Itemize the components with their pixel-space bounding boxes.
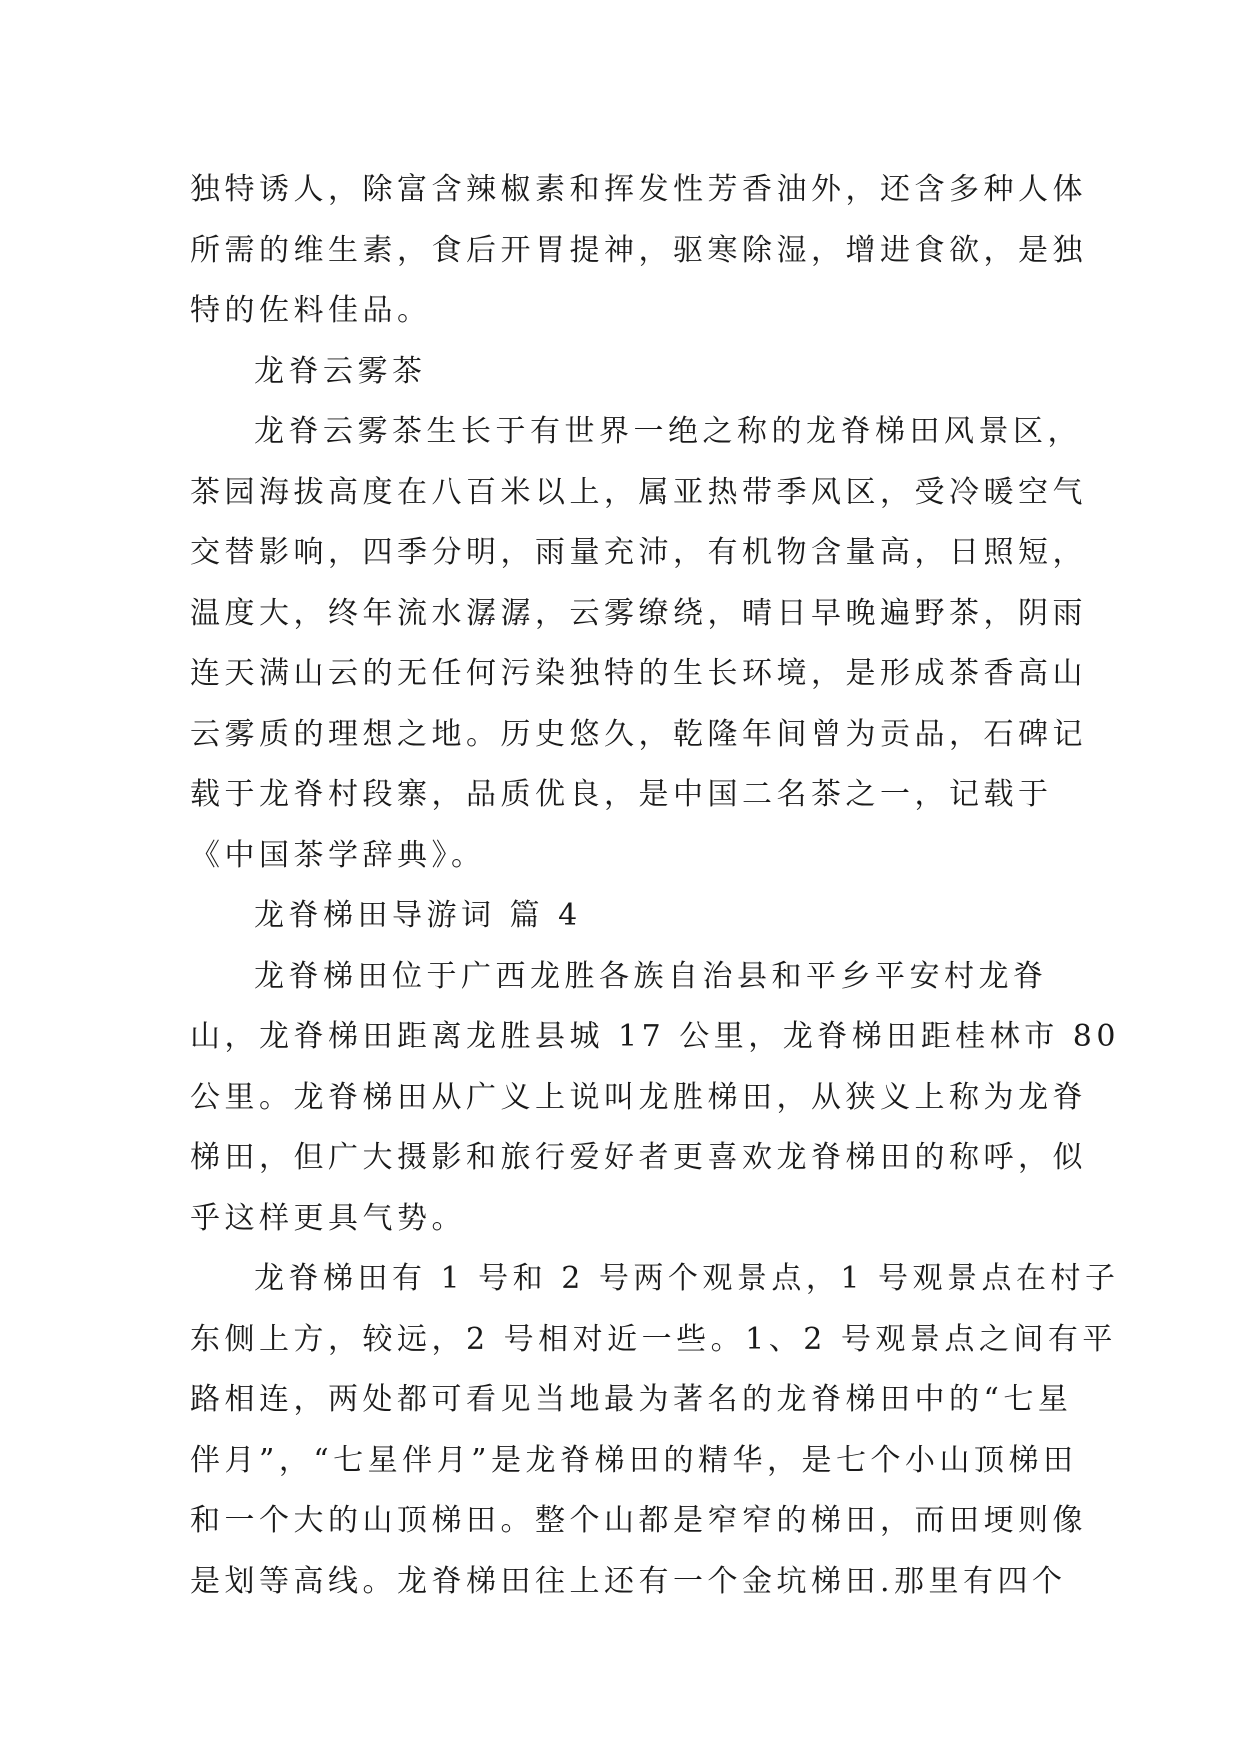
text-line: 《中国茶学辞典》。 — [190, 837, 486, 873]
location-paragraph — [190, 947, 1120, 1250]
text-line: 载于龙脊村段寨，品质优良，是中国二名茶之一，记载于 — [190, 777, 1053, 812]
tea-heading — [190, 342, 1060, 403]
viewpoint-paragraph — [190, 1249, 1120, 1612]
text-line: 茶园海拔高度在八百米以上，属亚热带季风区，受冷暖空气 — [190, 474, 1087, 510]
heading-text: 龙脊云雾茶 — [254, 353, 427, 389]
text-line: 龙脊云雾茶生长于有世界一绝之称的龙脊梯田风景区， — [254, 414, 1082, 449]
text-line: 龙脊梯田有 1 号和 2 号两个观景点，1 号观景点在村子 — [254, 1261, 1120, 1296]
text-line: 路相连，两处都可看见当地最为著名的龙脊梯田中的“七星 — [190, 1382, 1073, 1417]
text-line: 云雾质的理想之地。历史悠久，乾隆年间曾为贡品，石碑记 — [190, 716, 1087, 752]
text-line: 乎这样更具气势。 — [190, 1200, 466, 1236]
text-line: 交替影响，四季分明，雨量充沛，有机物含量高，日照短， — [190, 535, 1087, 570]
text-line: 公里。龙脊梯田从广义上说叫龙胜梯田，从狭义上称为龙脊 — [190, 1079, 1087, 1115]
text-line: 梯田，但广大摄影和旅行爱好者更喜欢龙脊梯田的称呼，似 — [190, 1140, 1087, 1175]
text-line: 山，龙脊梯田距离龙胜县城 17 公里，龙脊梯田距桂林市 80 — [190, 1019, 1120, 1054]
text-line: 伴月”，“七星伴月”是龙脊梯田的精华，是七个小山顶梯田 — [190, 1442, 1078, 1478]
document-body — [190, 160, 1120, 1612]
text-line: 温度大，终年流水潺潺，云雾缭绕，晴日早晚遍野茶，阴雨 — [190, 595, 1087, 631]
text-line: 和一个大的山顶梯田。整个山都是窄窄的梯田，而田埂则像 — [190, 1503, 1087, 1538]
text-line: 东侧上方，较远，2 号相对近一些。1、2 号观景点之间有平 — [190, 1321, 1117, 1357]
heading-text: 龙脊梯田导游词 篇 4 — [254, 898, 582, 933]
text-line: 是划等高线。龙脊梯田往上还有一个金坑梯田.那里有四个 — [190, 1563, 1067, 1599]
tea-paragraph — [190, 402, 1087, 886]
text-line: 连天满山云的无任何污染独特的生长环境，是形成茶香高山 — [190, 656, 1087, 691]
text-line: 特的佐料佳品。 — [190, 293, 432, 328]
text-line: 所需的维生素，食后开胃提神，驱寒除湿，增进食欲，是独 — [190, 232, 1087, 268]
text-line: 独特诱人，除富含辣椒素和挥发性芳香油外，还含多种人体 — [190, 172, 1087, 207]
section-heading — [190, 886, 1060, 947]
pepper-paragraph — [190, 160, 1087, 342]
text-line: 龙脊梯田位于广西龙胜各族自治县和平乡平安村龙脊 — [254, 958, 1048, 994]
